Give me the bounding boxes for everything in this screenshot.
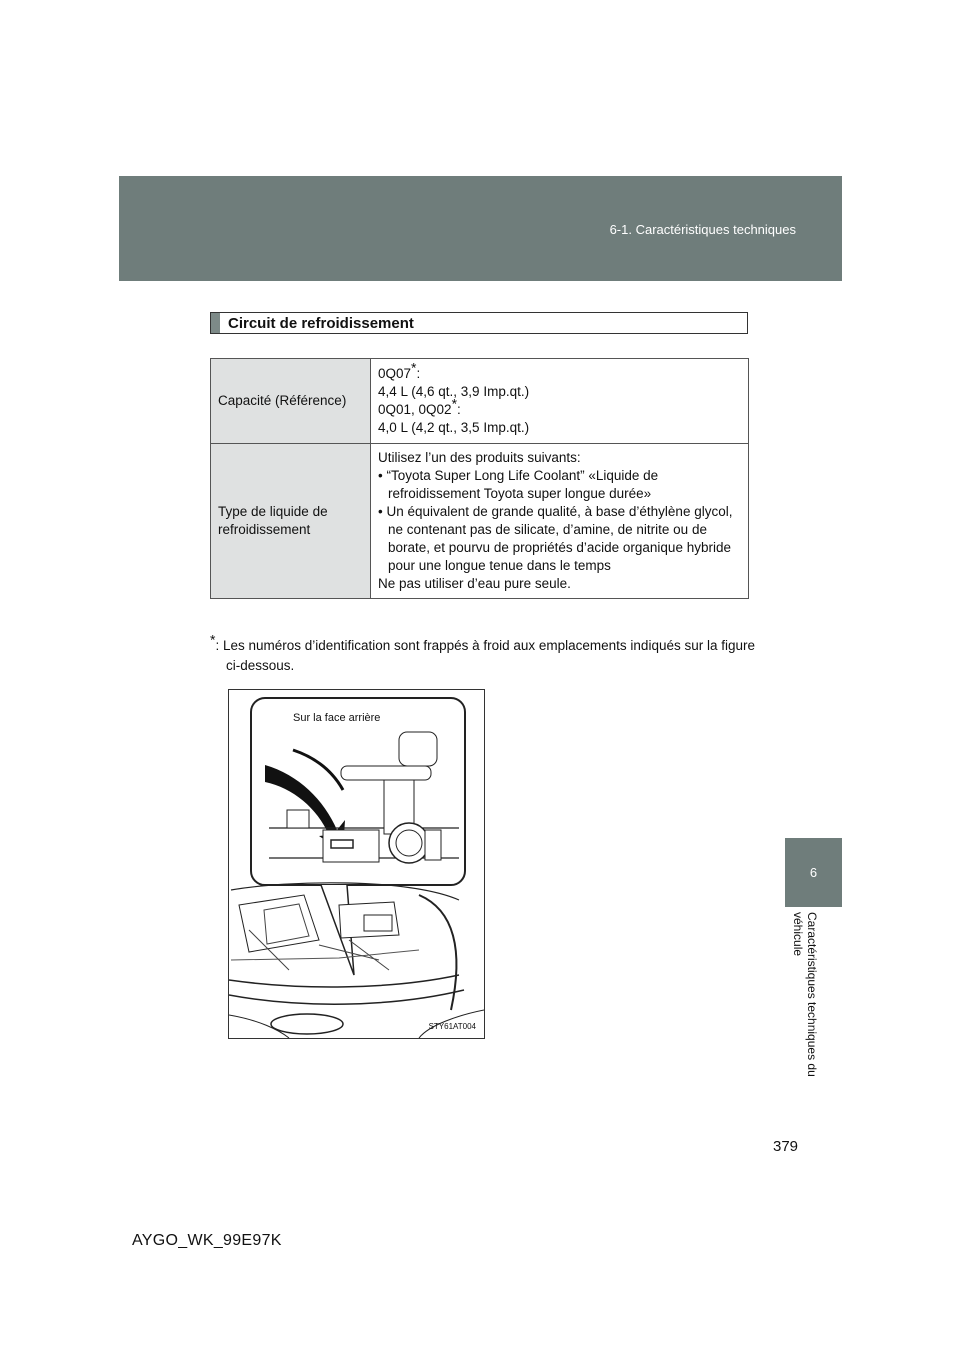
capacity-2: 4,0 L (4,2 qt., 3,5 Imp.qt.) bbox=[378, 420, 530, 435]
page-number: 379 bbox=[773, 1138, 799, 1155]
header-band bbox=[119, 176, 842, 281]
table-row bbox=[211, 359, 749, 444]
footnote-text: : Les numéros d’identification sont frappés à froid aux emplacements indiqués sur la figure ci-dessous. bbox=[215, 638, 755, 673]
footnote bbox=[210, 631, 771, 676]
header-title: 6-1. Caractéristiques techniques bbox=[609, 222, 796, 237]
document-code: AYGO_WK_99E97K bbox=[132, 1232, 282, 1249]
asterisk-mark: * bbox=[451, 395, 458, 412]
coolant-type-value bbox=[371, 444, 749, 599]
capacity-value: 0Q07*: 4,4 L (4,6 qt., 3,9 Imp.qt.) 0Q01, 0Q02*: 4,0 L (4,2 qt., 3,5 Imp.qt.) bbox=[371, 359, 749, 444]
model-code-1: 0Q07 bbox=[378, 366, 412, 381]
asterisk-mark: * bbox=[411, 359, 417, 376]
section-heading bbox=[210, 312, 748, 334]
engine-bay-figure bbox=[228, 689, 485, 1039]
chapter-tab: 6 bbox=[785, 838, 842, 907]
spec-table bbox=[210, 358, 749, 599]
model-code-2: 0Q01, 0Q02 bbox=[378, 402, 452, 417]
coolant-bullet-2: • Un équivalent de grande qualité, à base d’éthylène glycol, ne contenant pas de silicate, d’amine, de nitrite ou de borate, et pourvu de propriétés d’acide organique hybride pour une longue tenue dans le temps bbox=[378, 504, 733, 573]
coolant-intro: Utilisez l’un des produits suivants: bbox=[378, 450, 581, 465]
coolant-warning: Ne pas utiliser d’eau pure seule. bbox=[378, 576, 571, 591]
coolant-bullet-1: • “Toyota Super Long Life Coolant” «Liquide de refroidissement Toyota super longue durée» bbox=[378, 468, 659, 501]
section-heading-bar bbox=[211, 313, 220, 333]
figure-code: STY61AT004 bbox=[428, 1022, 476, 1031]
chapter-vertical-title: Caractéristiques techniques du véhicule bbox=[791, 912, 819, 1077]
capacity-1: 4,4 L (4,6 qt., 3,9 Imp.qt.) bbox=[378, 384, 530, 399]
footnote-asterisk: * bbox=[210, 631, 216, 648]
figure-caption: Sur la face arrière bbox=[293, 712, 381, 724]
engine-bay-illustration bbox=[229, 690, 484, 1038]
capacity-label: Capacité (Référence) bbox=[211, 359, 371, 444]
section-title: Circuit de refroidissement bbox=[228, 314, 414, 332]
coolant-type-label: Type de liquide de refroidissement bbox=[211, 444, 371, 599]
table-row bbox=[211, 444, 749, 599]
